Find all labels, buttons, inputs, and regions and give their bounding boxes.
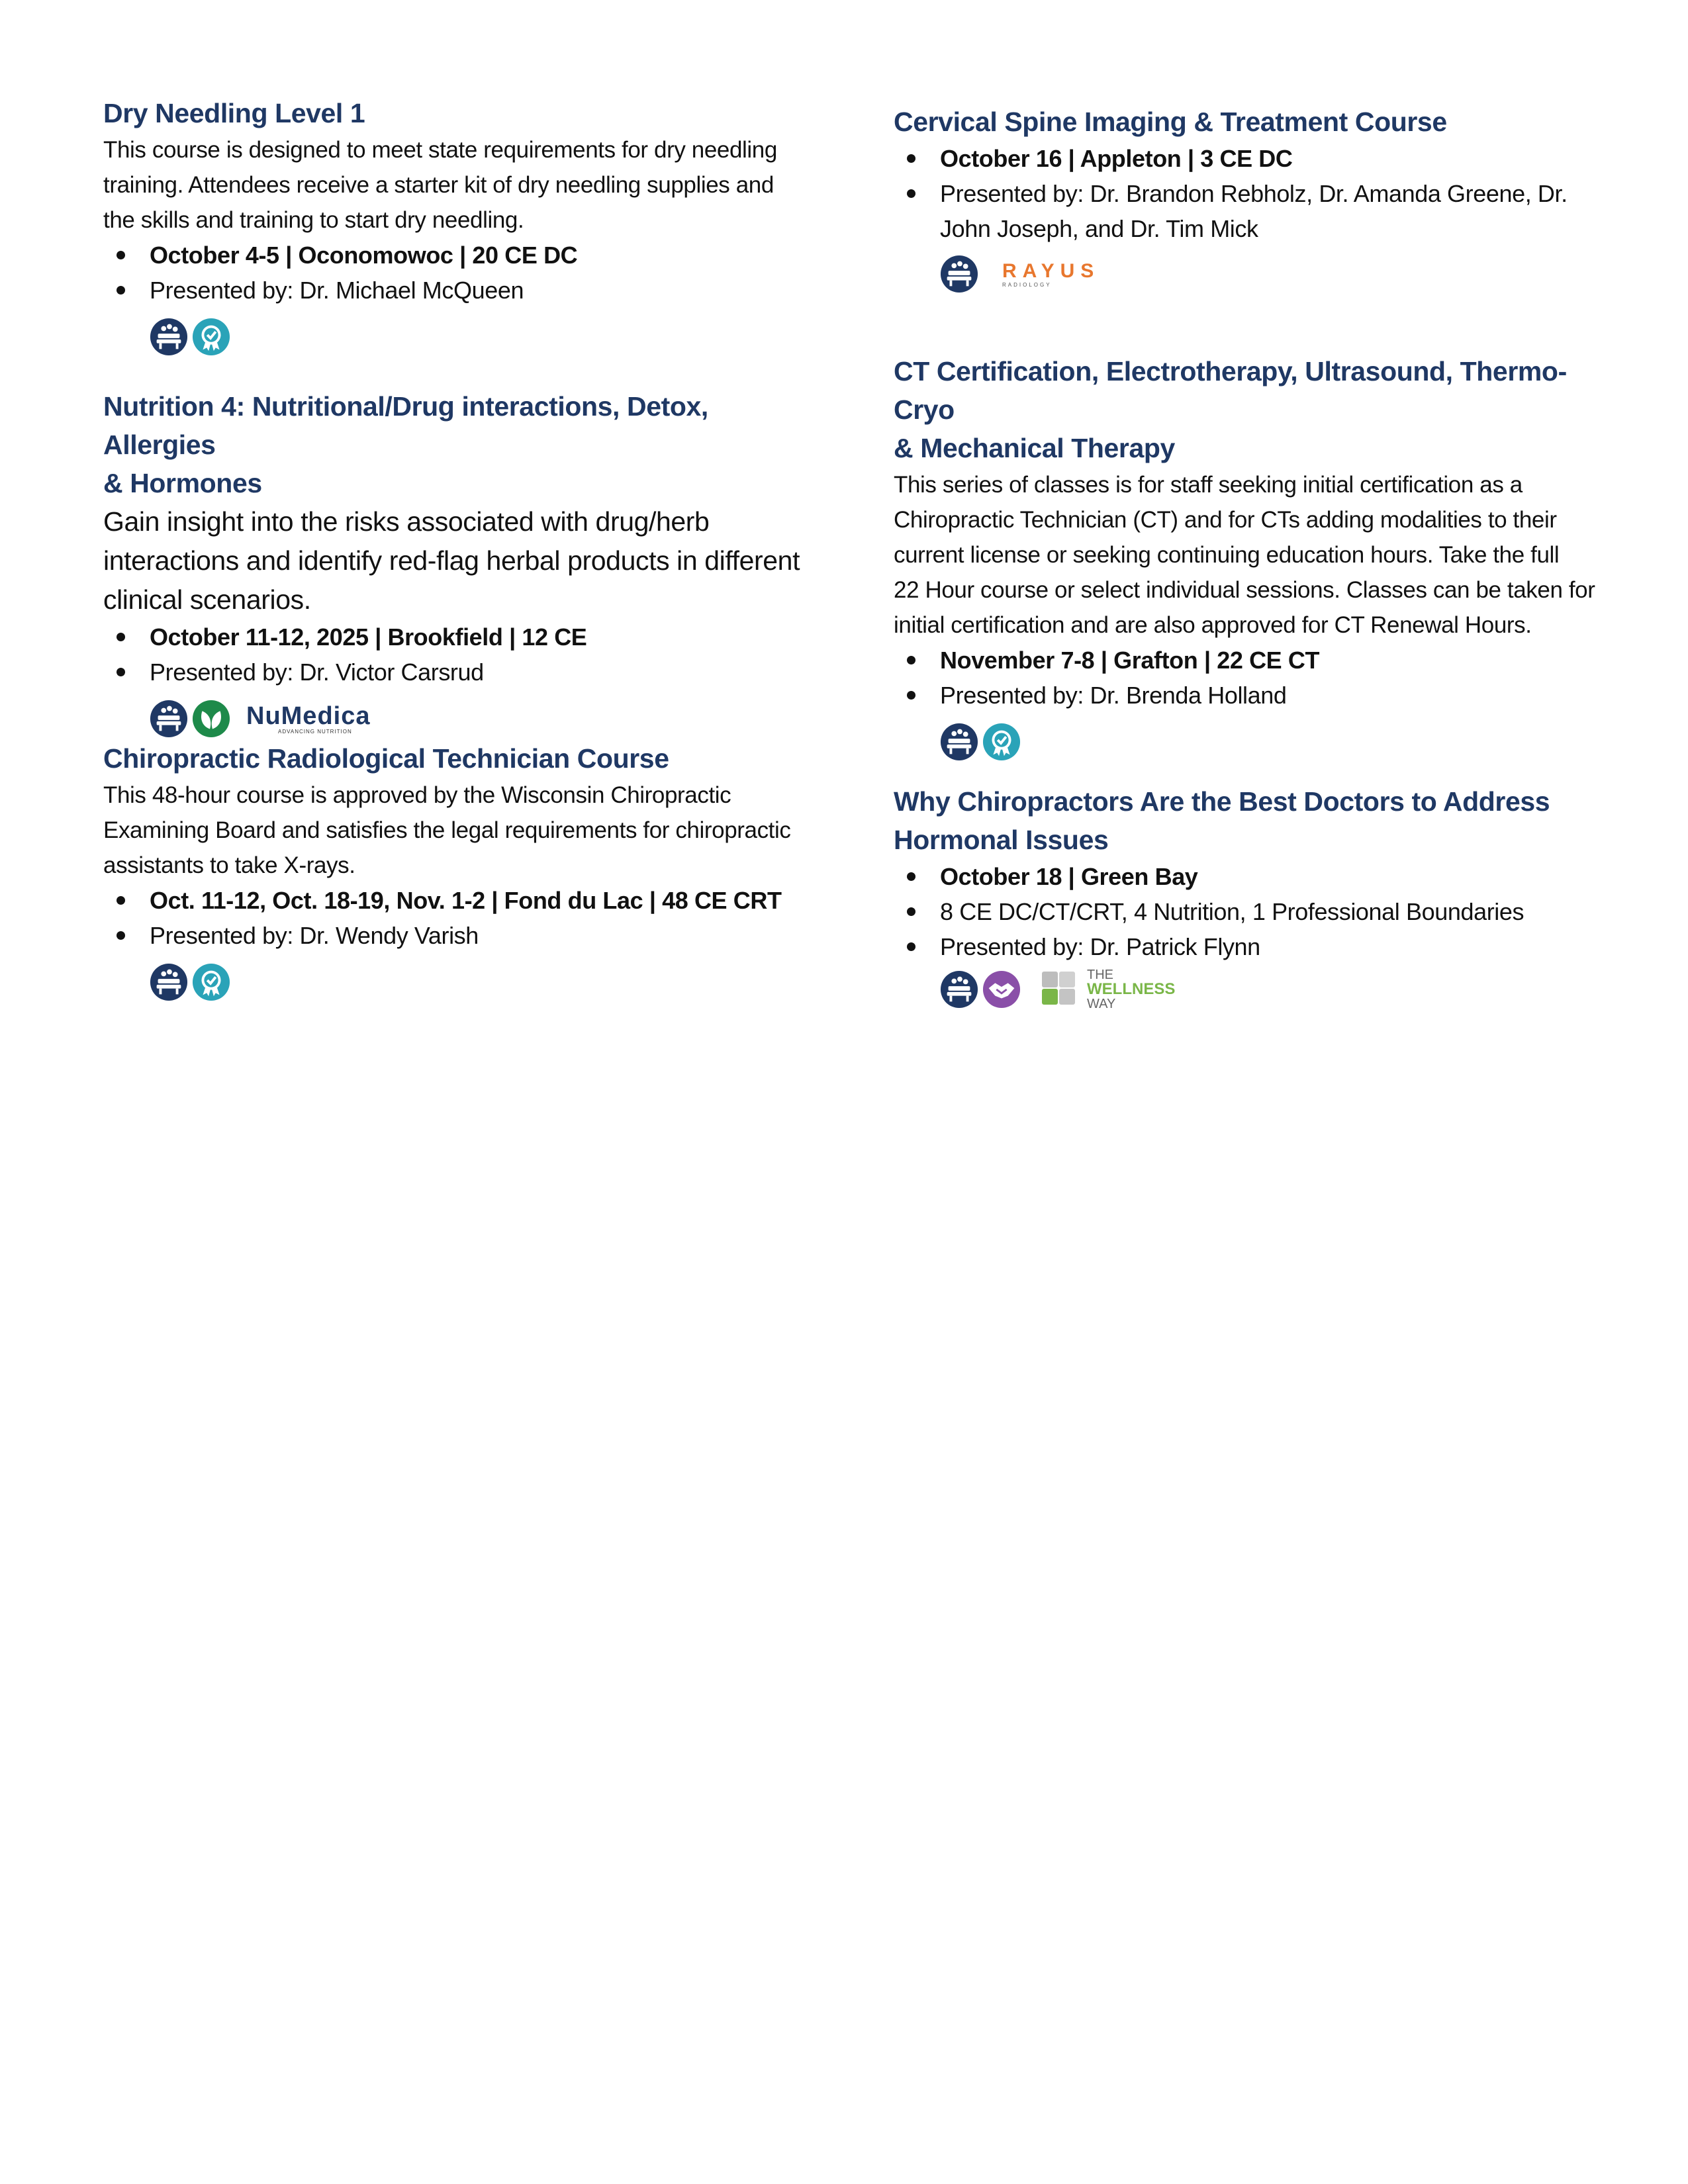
course-dry-needling [103,94,805,361]
course-presenter: Presented by: Dr. Victor Carsrud [103,655,805,690]
course-presenter: Presented by: Dr. Brandon Rebholz, Dr. Amanda Greene, Dr. John Joseph, and Dr. Tim Mick [894,176,1595,246]
course-date-location: October 16 | Appleton | 3 CE DC [894,141,1595,176]
handshake-icon [982,970,1021,1009]
course-date-location: November 7-8 | Grafton | 22 CE CT [894,643,1595,678]
course-date-location: Oct. 11-12, Oct. 18-19, Nov. 1-2 | Fond du Lac | 48 CE CRT [103,883,805,918]
course-date-location: October 18 | Green Bay [894,859,1595,894]
certification-badge-icon [982,723,1021,761]
course-details [103,238,805,308]
course-icons [150,958,805,1006]
course-details [894,141,1595,246]
course-description: This 48-hour course is approved by the Wisconsin Chiropractic Examining Board and satisfies the legal requirements for chiropractic assistants to take X-rays. [103,782,791,878]
puzzle-piece-icon [1037,966,1083,1013]
course-ct-certification [894,352,1595,766]
course-cervical-spine [894,103,1595,298]
course-icons [150,695,805,743]
course-icons [940,966,1595,1013]
course-presenter: Presented by: Dr. Michael McQueen [103,273,805,308]
course-details [894,859,1595,964]
rayus-logo: RAYUS RADIOLOGY [1002,259,1100,288]
course-presenter: Presented by: Dr. Brenda Holland [894,678,1595,713]
course-title: Cervical Spine Imaging & Treatment Course [894,107,1447,137]
chiropractor-icon [150,700,188,738]
certification-badge-icon [192,963,230,1001]
chiropractor-icon [940,970,978,1009]
nutrition-leaf-icon [192,700,230,738]
course-credits: 8 CE DC/CT/CRT, 4 Nutrition, 1 Professional Boundaries [894,894,1595,929]
chiropractor-icon [940,723,978,761]
course-details [103,883,805,953]
course-icons [940,718,1595,766]
course-title: Chiropractic Radiological Technician Course [103,743,669,774]
course-icons [940,250,1595,298]
numedica-logo: NuMedica ADVANCING NUTRITION [246,702,371,735]
course-date-location: October 4-5 | Oconomowoc | 20 CE DC [103,238,805,273]
course-nutrition-4 [103,387,805,743]
course-presenter: Presented by: Dr. Wendy Varish [103,918,805,953]
course-title: Why Chiropractors Are the Best Doctors to Address Hormonal Issues [894,786,1550,855]
course-description: This course is designed to meet state requirements for dry needling training. Attendees receive a starter kit of dry needling supplies and the skills and training to start dry needling. [103,137,777,233]
course-description: This series of classes is for staff seeking initial certification as a Chiropractic Technician (CT) and for CTs adding modalities to their current license or seeking continuing education hours. Take the full 22 Hour course or select individual sessions. Classes can be taken for initial certification and are also approved for CT Renewal Hours. [894,472,1595,638]
course-details [894,643,1595,713]
chiropractor-icon [150,318,188,356]
chiropractor-icon [940,255,978,293]
course-hormonal-issues [894,782,1595,1013]
course-description: Gain insight into the risks associated with drug/herb interactions and identify red-flag herbal products in different clinical scenarios. [103,506,800,615]
course-title: Dry Needling Level 1 [103,98,365,128]
course-title: Nutrition 4: Nutritional/Drug interactions, Detox, Allergies & Hormones [103,391,708,498]
course-radiological-technician [103,739,805,1006]
course-title: CT Certification, Electrotherapy, Ultrasound, Thermo-Cryo & Mechanical Therapy [894,356,1567,463]
course-details [103,619,805,690]
course-icons [150,313,805,361]
chiropractor-icon [150,963,188,1001]
course-date-location: October 11-12, 2025 | Brookfield | 12 CE [103,619,805,655]
course-presenter: Presented by: Dr. Patrick Flynn [894,929,1595,964]
certification-badge-icon [192,318,230,356]
wellness-way-logo: THE WELLNESS WAY [1037,966,1175,1013]
